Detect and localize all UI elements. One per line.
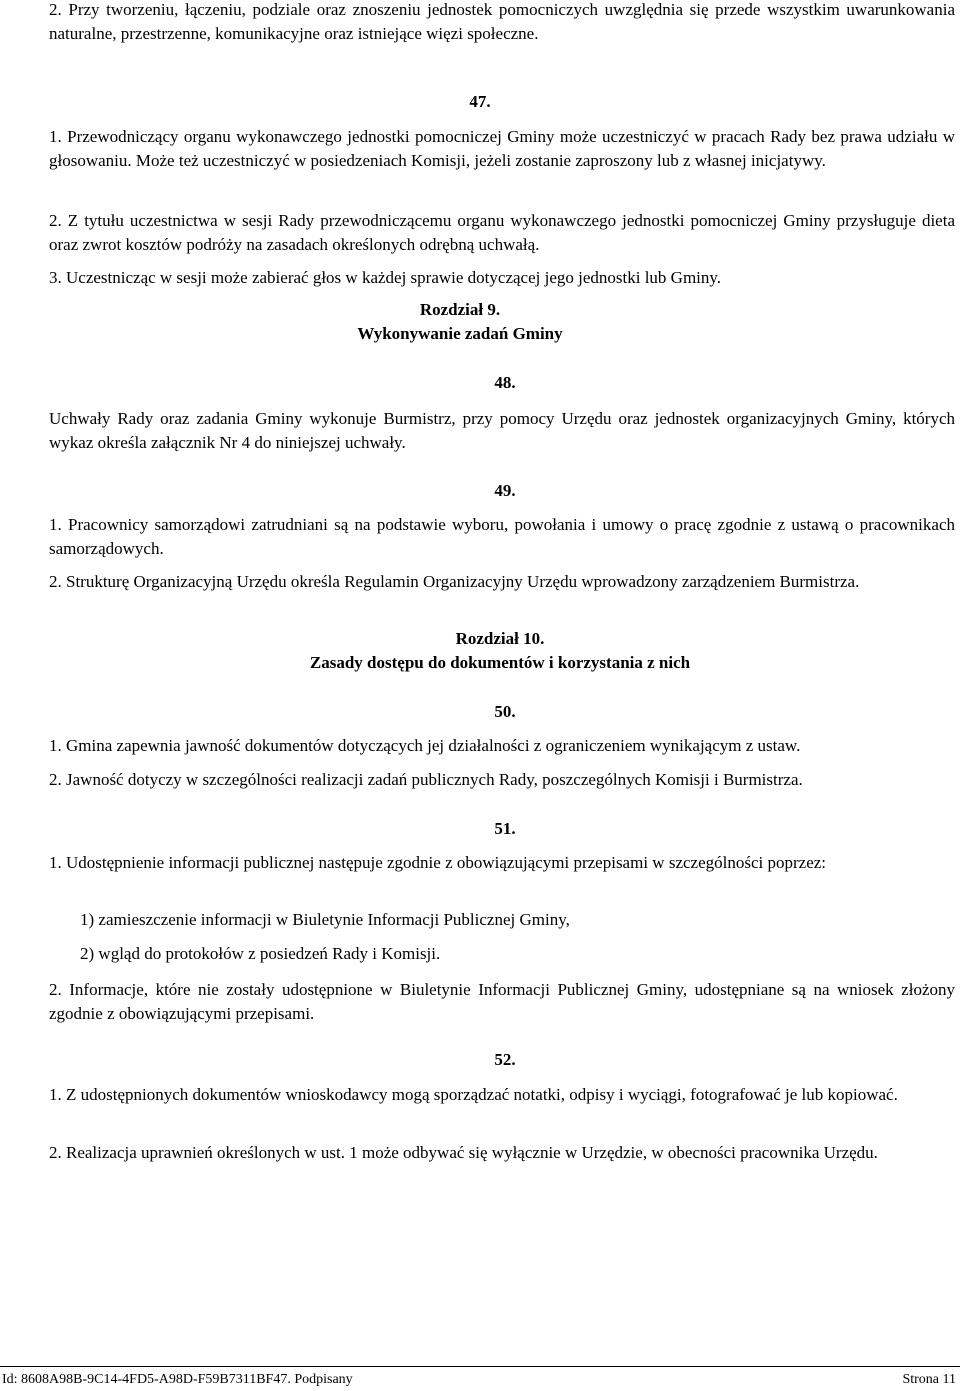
- chapter-heading-10: Rozdział 10.: [455, 629, 545, 648]
- paragraph-49-1: 1. Pracownicy samorządowi zatrudniani są na podstawie wyboru, powołania i umowy o pracę zgodnie z ustawą o pracownikach samorządowych.: [49, 515, 955, 558]
- chapter-title-10: Zasady dostępu do dokumentów i korzystania z nich: [309, 653, 691, 672]
- page-footer: [0, 1366, 960, 1391]
- list-item-1: 1) zamieszczenie informacji w Biuletynie Informacji Publicznej Gminy,: [80, 910, 570, 929]
- page-number: Strona 11: [902, 1372, 956, 1387]
- paragraph-49-2: 2. Strukturę Organizacyjną Urzędu określa Regulamin Organizacyjny Urzędu wprowadzony zarządzeniem Burmistrza.: [49, 572, 860, 591]
- section-number-49: 49.: [494, 481, 516, 500]
- paragraph-47-2: 2. Z tytułu uczestnictwa w sesji Rady przewodniczącemu organu wykonawczego jednostki pomocniczej Gminy przysługuje dieta oraz zwrot kosztów podróży na zasadach określonych odrębną uchwałą.: [49, 211, 955, 254]
- paragraph-uwarunkowania: 2. Przy tworzeniu, łączeniu, podziale oraz znoszeniu jednostek pomocniczych uwzględnia się przede wszystkim uwarunkowania naturalne, przestrzenne, komunikacyjne oraz istniejące więzi społeczne.: [49, 0, 955, 43]
- list-item-2: 2) wgląd do protokołów z posiedzeń Rady i Komisji.: [80, 944, 441, 963]
- chapter-heading-9: Rozdział 9.: [419, 300, 501, 319]
- paragraph-47-3: 3. Uczestnicząc w sesji może zabierać głos w każdej sprawie dotyczącej jego jednostki lub Gminy.: [49, 268, 722, 287]
- section-number-50: 50.: [494, 702, 516, 721]
- chapter-title-9: Wykonywanie zadań Gminy: [357, 324, 563, 343]
- section-number-52: 52.: [494, 1050, 516, 1069]
- paragraph-52-1: 1. Z udostępnionych dokumentów wnioskodawcy mogą sporządzać notatki, odpisy i wyciągi, fotografować je lub kopiować.: [49, 1085, 898, 1104]
- section-number-48: 48.: [494, 373, 516, 392]
- paragraph-48: Uchwały Rady oraz zadania Gminy wykonuje Burmistrz, przy pomocy Urzędu oraz jednostek organizacyjnych Gminy, których wykaz określa załącznik Nr 4 do niniejszej uchwały.: [49, 409, 955, 452]
- paragraph-50-2: 2. Jawność dotyczy w szczególności realizacji zadań publicznych Rady, poszczególnych Komisji i Burmistrza.: [49, 770, 803, 789]
- document-id: Id: 8608A98B-9C14-4FD5-A98D-F59B7311BF47. Podpisany: [2, 1372, 353, 1387]
- footer-divider: [0, 1366, 960, 1367]
- paragraph-50-1: 1. Gmina zapewnia jawność dokumentów dotyczących jej działalności z ograniczeniem wynikającym z ustaw.: [49, 736, 801, 755]
- paragraph-52-2: 2. Realizacja uprawnień określonych w ust. 1 może odbywać się wyłącznie w Urzędzie, w obecności pracownika Urzędu.: [49, 1143, 878, 1162]
- paragraph-47-1: 1. Przewodniczący organu wykonawczego jednostki pomocniczej Gminy może uczestniczyć w pracach Rady bez prawa udziału w głosowaniu. Może też uczestniczyć w posiedzeniach Komisji, jeżeli zostanie zaproszony lub z własnej inicjatywy.: [49, 127, 955, 170]
- paragraph-51-2: 2. Informacje, które nie zostały udostępnione w Biuletynie Informacji Publicznej Gminy, udostępniane są na wniosek złożony zgodnie z obowiązującymi przepisami.: [49, 980, 955, 1023]
- section-number-47: 47.: [469, 92, 491, 111]
- section-number-51: 51.: [494, 819, 516, 838]
- paragraph-51-1: 1. Udostępnienie informacji publicznej następuje zgodnie z obowiązującymi przepisami w szczególności poprzez:: [49, 853, 827, 872]
